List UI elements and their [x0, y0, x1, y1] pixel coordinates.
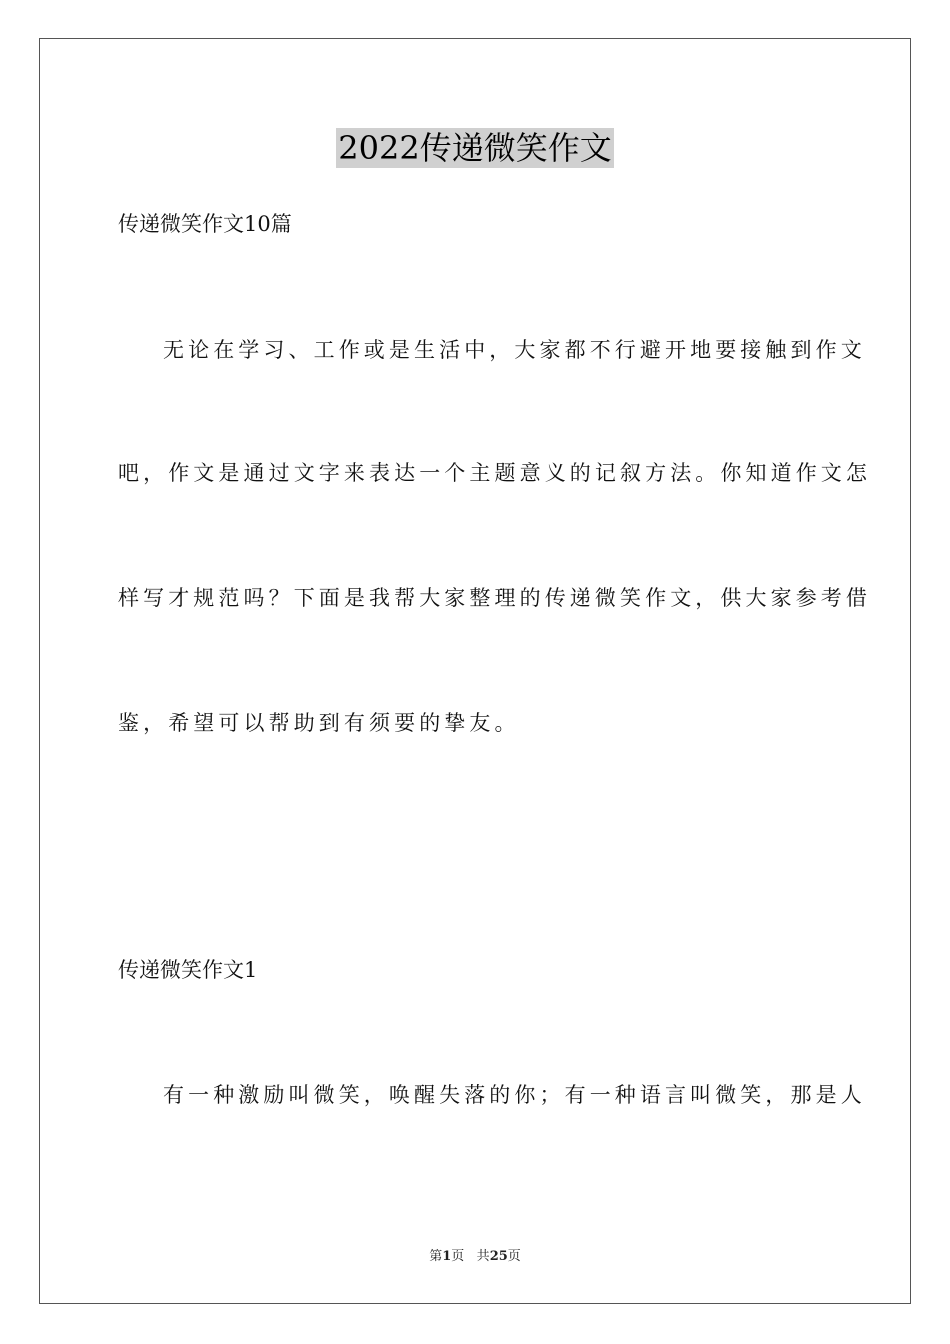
section-line-1: 有一种激励叫微笑，唤醒失落的你；有一种语言叫微笑，那是人	[163, 1083, 866, 1107]
document-subtitle: 传递微笑作文10篇	[118, 212, 292, 236]
section-heading: 传递微笑作文1	[118, 958, 258, 982]
footer-total-suffix: 页	[507, 1249, 521, 1264]
intro-line-1: 无论在学习、工作或是生活中，大家都不行避开地要接触到作文	[163, 338, 866, 362]
footer-page-suffix: 页	[451, 1249, 465, 1264]
page-footer	[0, 1248, 950, 1266]
intro-line-2: 吧，作文是通过文字来表达一个主题意义的记叙方法。你知道作文怎	[118, 461, 871, 485]
intro-line-3: 样写才规范吗？下面是我帮大家整理的传递微笑作文，供大家参考借	[118, 586, 871, 610]
intro-line-4: 鉴，希望可以帮助到有须要的挚友。	[118, 711, 520, 735]
footer-total-prefix: 共	[476, 1249, 490, 1264]
footer-page-prefix: 第	[429, 1249, 443, 1264]
title-container	[0, 128, 950, 168]
footer-page-number: 1	[442, 1249, 452, 1264]
footer-total-pages: 25	[489, 1249, 508, 1264]
document-title: 2022传递微笑作文	[338, 129, 612, 167]
